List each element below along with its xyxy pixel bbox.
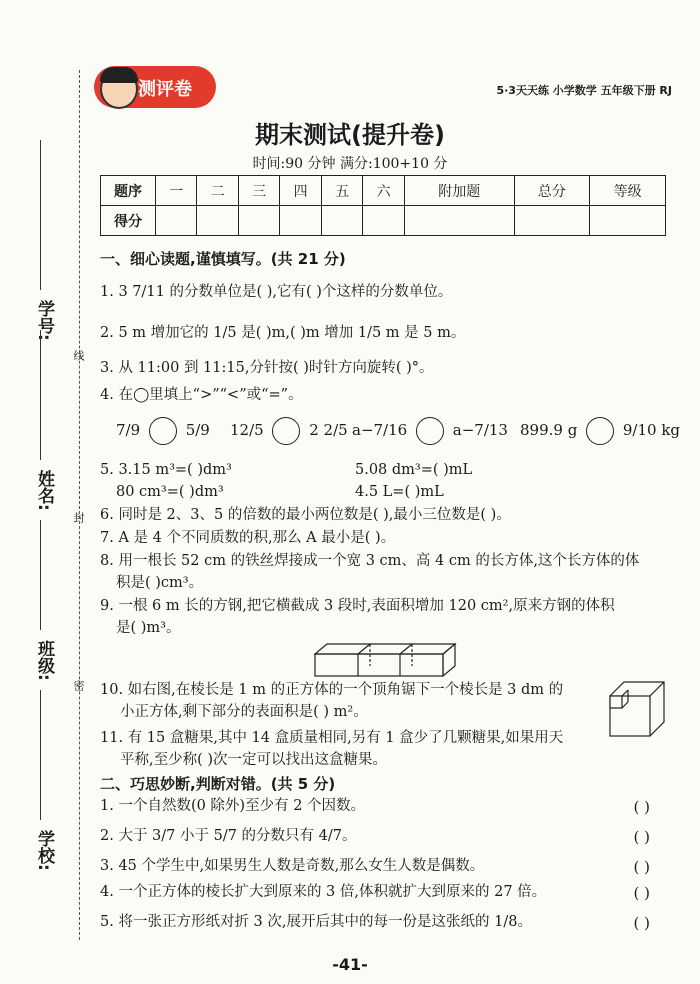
question-8-line2: 积是( )cm³。 xyxy=(116,575,204,591)
compare-circle[interactable] xyxy=(416,417,444,445)
compare-item-4 xyxy=(520,417,680,445)
logo-text: 测评卷 xyxy=(138,79,192,100)
score-cell: 五 xyxy=(321,176,362,206)
score-cell: 等级 xyxy=(590,176,666,206)
question-11-line2: 平称,至少称( )次一定可以找出这盒糖果。 xyxy=(120,752,388,768)
school-label: 学校: xyxy=(34,830,54,871)
score-cell: 题序 xyxy=(101,176,156,206)
mascot-icon xyxy=(100,69,138,109)
judge-answer-3[interactable]: ( ) xyxy=(633,858,650,876)
score-input-cell[interactable] xyxy=(321,206,362,236)
compare-item-3 xyxy=(352,417,508,445)
student-id-label: 学号: xyxy=(34,300,54,341)
compare-right: 9/10 kg xyxy=(622,421,681,439)
score-cell: 附加题 xyxy=(404,176,514,206)
compare-left: a−7/16 xyxy=(352,421,408,439)
question-8-line1: 8. 用一根长 52 cm 的铁丝焊接成一个宽 3 cm、高 4 cm 的长方体,这个长方体的体 xyxy=(100,553,640,569)
binding-dashed-line xyxy=(79,70,80,940)
question-1: 1. 3 7/11 的分数单位是( ),它有( )个这样的分数单位。 xyxy=(100,284,453,300)
question-5c: 80 cm³=( )dm³ xyxy=(116,484,224,500)
question-6: 6. 同时是 2、3、5 的倍数的最小两位数是( ),最小三位数是( )。 xyxy=(100,507,511,523)
compare-left: 12/5 xyxy=(230,421,264,439)
question-4: 4. 在◯里填上“>”“<”或“=”。 xyxy=(100,387,303,403)
compare-right: 2 2/5 xyxy=(309,421,348,439)
question-10-line2: 小正方体,剩下部分的表面积是( ) m²。 xyxy=(120,704,368,720)
score-table xyxy=(100,175,666,236)
section1-heading: 一、细心读题,谨慎填写。(共 21 分) xyxy=(100,250,346,268)
compare-circle[interactable] xyxy=(149,417,177,445)
compare-left: 7/9 xyxy=(116,421,141,439)
exam-subtitle: 时间:90 分钟 满分:100+10 分 xyxy=(252,156,448,172)
page-number: -41- xyxy=(332,955,368,974)
score-row-label: 得分 xyxy=(101,206,156,236)
judge-answer-5[interactable]: ( ) xyxy=(633,914,650,932)
judge-item-3: 3. 45 个学生中,如果男生人数是奇数,那么女生人数是偶数。 xyxy=(100,858,485,874)
compare-item-2 xyxy=(230,417,348,445)
seal-seal-char: 封 xyxy=(72,512,85,523)
question-7: 7. A 是 4 个不同质数的积,那么 A 最小是( )。 xyxy=(100,530,396,546)
score-input-cell[interactable] xyxy=(363,206,404,236)
question-3: 3. 从 11:00 到 11:15,分针按( )时针方向旋转( )°。 xyxy=(100,360,434,376)
class-field-line xyxy=(40,520,41,630)
question-11-line1: 11. 有 15 盒糖果,其中 14 盒质量相同,另有 1 盒少了几颗糖果,如果用天 xyxy=(100,730,564,746)
compare-item-1 xyxy=(116,417,210,445)
compare-circle[interactable] xyxy=(586,417,614,445)
section2-heading: 二、巧思妙断,判断对错。(共 5 分) xyxy=(100,775,336,793)
score-input-cell[interactable] xyxy=(404,206,514,236)
question-10-line1: 10. 如右图,在棱长是 1 m 的正方体的一个顶角锯下一个棱长是 3 dm 的 xyxy=(100,682,564,698)
score-input-cell[interactable] xyxy=(514,206,590,236)
question-5b: 5.08 dm³=( )mL xyxy=(355,462,473,478)
judge-answer-4[interactable]: ( ) xyxy=(633,884,650,902)
name-field-line xyxy=(40,330,41,460)
compare-left: 899.9 g xyxy=(520,421,578,439)
judge-answer-2[interactable]: ( ) xyxy=(633,828,650,846)
seal-secret-char: 密 xyxy=(72,680,85,691)
score-input-cell[interactable] xyxy=(590,206,666,236)
question-2: 2. 5 m 增加它的 1/5 是( )m,( )m 增加 1/5 m 是 5 m。 xyxy=(100,325,466,341)
series-label: 5·3天天练 小学数学 五年级下册 RJ xyxy=(496,84,672,97)
score-cell: 三 xyxy=(238,176,279,206)
test-paper-logo xyxy=(94,66,216,108)
score-input-cell[interactable] xyxy=(238,206,279,236)
question-5a: 5. 3.15 m³=( )dm³ xyxy=(100,462,232,478)
school-field-line xyxy=(40,690,41,820)
judge-answer-1[interactable]: ( ) xyxy=(633,798,650,816)
seal-line-char: 线 xyxy=(72,350,85,361)
page-title: 期末测试(提升卷) xyxy=(255,121,445,149)
judge-item-2: 2. 大于 3/7 小于 5/7 的分数只有 4/7。 xyxy=(100,828,357,844)
cube-figure xyxy=(606,678,668,740)
judge-item-4: 4. 一个正方体的棱长扩大到原来的 3 倍,体积就扩大到原来的 27 倍。 xyxy=(100,884,547,900)
score-cell: 六 xyxy=(363,176,404,206)
judge-item-5: 5. 将一张正方形纸对折 3 次,展开后其中的每一份是这张纸的 1/8。 xyxy=(100,914,532,930)
score-cell: 总分 xyxy=(514,176,590,206)
question-9-line1: 9. 一根 6 m 长的方钢,把它横截成 3 段时,表面积增加 120 cm²,原来方钢的体积 xyxy=(100,598,615,614)
question-9-line2: 是( )m³。 xyxy=(116,620,181,636)
score-cell: 二 xyxy=(197,176,238,206)
steel-bar-figure xyxy=(310,640,460,680)
score-cell: 一 xyxy=(156,176,197,206)
question-5d: 4.5 L=( )mL xyxy=(355,484,444,500)
compare-right: a−7/13 xyxy=(452,421,508,439)
score-input-cell[interactable] xyxy=(156,206,197,236)
class-label: 班级: xyxy=(34,640,54,681)
score-table-header-row xyxy=(101,176,666,206)
score-input-cell[interactable] xyxy=(280,206,321,236)
compare-right: 5/9 xyxy=(185,421,210,439)
score-input-cell[interactable] xyxy=(197,206,238,236)
compare-circle[interactable] xyxy=(272,417,300,445)
score-table-score-row xyxy=(101,206,666,236)
name-label: 姓名: xyxy=(34,470,54,511)
judge-item-1: 1. 一个自然数(0 除外)至少有 2 个因数。 xyxy=(100,798,366,814)
score-cell: 四 xyxy=(280,176,321,206)
